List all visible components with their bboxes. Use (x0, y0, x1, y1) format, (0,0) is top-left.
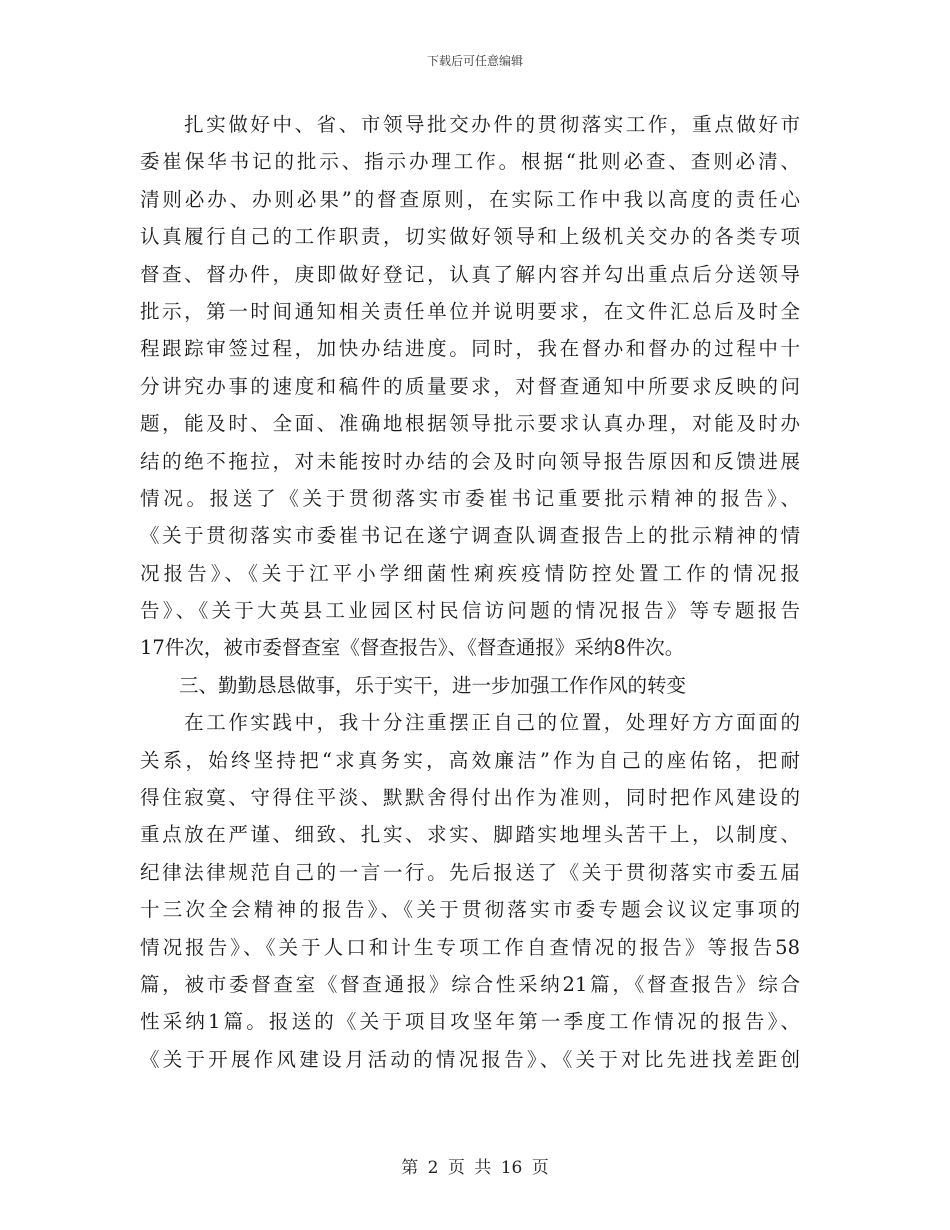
body-line: 告》、《关于大英县工业园区村民信访问题的情况报告》等专题报告 (140, 599, 800, 623)
body-line: 督查、督办件，庚即做好登记，认真了解内容并勾出重点后分送领导 (140, 262, 800, 286)
body-line: 情况报告》、《关于人口和计生专项工作自查情况的报告》等报告58 (140, 935, 800, 959)
body-line: 认真履行自己的工作职责，切实做好领导和上级机关交办的各类专项 (140, 225, 800, 249)
body-line: 清则必办、办则必果”的督查原则，在实际工作中我以高度的责任心 (140, 187, 800, 211)
section-heading: 三、勤勤恳恳做事，乐于实干，进一步加强工作作风的转变 (140, 673, 687, 697)
body-line: 题，能及时、全面、准确地根据领导批示要求认真办理，对能及时办 (140, 412, 800, 436)
body-line: 扎实做好中、省、市领导批交办件的贯彻落实工作，重点做好市 (140, 113, 800, 136)
body-line: 在工作实践中，我十分注重摆正自己的位置，处理好方方面面的 (140, 711, 800, 735)
body-line: 得住寂寞、守得住平淡、默默舍得付出作为准则，同时把作风建设的 (140, 786, 800, 810)
body-line: 程跟踪审签过程，加快办结进度。同时，我在督办和督办的过程中十 (140, 337, 800, 361)
body-line: 重点放在严谨、细致、扎实、求实、脚踏实地埋头苦干上，以制度、 (140, 823, 800, 847)
body-line: 关系，始终坚持把“求真务实，高效廉洁”作为自己的座佑铭，把耐 (140, 748, 800, 772)
body-line: 况报告》、《关于江平小学细菌性痢疾疫情防控处置工作的情况报 (140, 561, 800, 585)
document-body (140, 106, 800, 1078)
body-line: 性采纳1篇。报送的《关于项目攻坚年第一季度工作情况的报告》、 (140, 1010, 800, 1034)
body-line: 情况。报送了《关于贯彻落实市委崔书记重要批示精神的报告》、 (140, 486, 800, 510)
page-number-footer: 第 2 页 共 16 页 (401, 1158, 549, 1178)
body-line: 《关于贯彻落实市委崔书记在遂宁调查队调查报告上的批示精神的情 (140, 524, 800, 548)
body-line: 17件次，被市委督查室《督查报告》、《督查通报》采纳8件次。 (140, 636, 685, 660)
body-line: 分讲究办事的速度和稿件的质量要求，对督查通知中所要求反映的问 (140, 374, 800, 398)
body-line: 结的绝不拖拉，对未能按时办结的会及时向领导报告原因和反馈进展 (140, 449, 800, 473)
header-note: 下载后可任意编辑 (426, 54, 523, 68)
body-line: 纪律法律规范自己的一言一行。先后报送了《关于贯彻落实市委五届 (140, 860, 800, 884)
body-line: 篇，被市委督查室《督查通报》综合性采纳21篇，《督查报告》综合 (140, 972, 800, 996)
body-line: 委崔保华书记的批示、指示办理工作。根据“批则必查、查则必清、 (140, 150, 800, 174)
body-line: 《关于开展作风建设月活动的情况报告》、《关于对比先进找差距创 (140, 1047, 800, 1071)
body-line: 十三次全会精神的报告》、《关于贯彻落实市委专题会议议定事项的 (140, 898, 800, 922)
body-line: 批示，第一时间通知相关责任单位并说明要求，在文件汇总后及时全 (140, 299, 800, 323)
